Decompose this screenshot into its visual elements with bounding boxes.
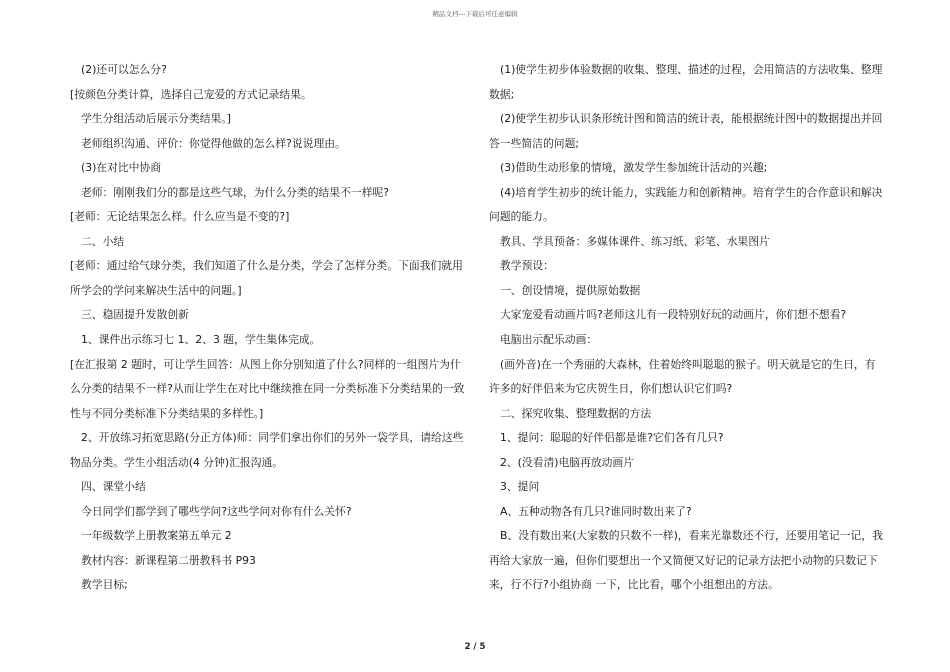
paragraph: A、五种动物各有几只?谁同时数出来了? <box>500 504 692 518</box>
section-heading: 二、探究收集、整理数据的方法 <box>500 406 652 420</box>
paragraph: 2、开放练习拓宽思路(分正方体)师：同学们拿出你们的另外一袋学具，请给这些物品分类。学生小组活动(4 分钟)汇报沟通。 <box>70 431 464 469</box>
right-column <box>489 58 884 598</box>
section-heading: 二、小结 <box>81 234 125 248</box>
page-number: 2 / 5 <box>464 642 486 652</box>
paragraph: (2)使学生初步认识条形统计图和简洁的统计表，能根据统计图中的数据提出并回答一些简洁的问题; <box>489 112 883 150</box>
paragraph: 2、(没看清)电脑再放动画片 <box>500 455 635 469</box>
page-header: 精品文档---下载后可任意编辑 <box>432 10 518 18</box>
paragraph: 老师：刚刚我们分的都是这些气球，为什么分类的结果不一样呢? <box>81 185 390 199</box>
paragraph: 1、提问：聪聪的好伴侣都是谁?它们各有几只? <box>500 431 724 445</box>
paragraph: 学生分组活动后展示分类结果。] <box>81 112 231 126</box>
paragraph: 教学目标; <box>81 578 128 592</box>
paragraph: (画外音)在一个秀丽的大森林，住着始终叫聪聪的猴子。明天就是它的生日，有许多的好伴侣来为它庆贺生日，你们想认识它们吗? <box>489 357 876 396</box>
section-heading: 三、稳固提升发散创新 <box>81 308 189 322</box>
paragraph: [老师：无论结果怎么样。什么应当是不变的?] <box>70 210 290 224</box>
section-heading: 一、创设情境，提供原始数据 <box>500 283 641 297</box>
paragraph: (3)借助生动形象的情境，激发学生参加统计活动的兴趣; <box>500 161 768 175</box>
paragraph: (3)在对比中协商 <box>81 161 162 175</box>
paragraph: [按颜色分类计算，选择自己宠爱的方式记录结果。 <box>70 87 312 101</box>
paragraph: 3、提问 <box>500 480 540 494</box>
paragraph: 教具、学具预备：多媒体课件、练习纸、彩笔、水果图片 <box>500 234 770 248</box>
section-heading: 四、课堂小结 <box>81 480 146 494</box>
paragraph: [老师：通过给气球分类，我们知道了什么是分类，学会了怎样分类。下面我们就用所学会的学问来解决生活中的问题。] <box>70 259 463 297</box>
paragraph: 1、课件出示练习七 1、2、3 题，学生集体完成。 <box>81 333 321 347</box>
paragraph: 今日同学们都学到了哪些学问?这些学问对你有什么关怀? <box>81 504 352 518</box>
paragraph: B、没有数出来(大家数的只数不一样)，看来光靠数还不行，还要用笔记一记，我再给大家放一遍，但你们要想出一个又简便又好记的记录方法把小动物的只数记下来，行不行?小组协商 一下，比比看，哪个小组想出的方法。 <box>489 529 883 592</box>
paragraph: 一年级数学上册教案第五单元 2 <box>81 529 232 543</box>
paragraph: 大家宠爱看动画片吗?老师这儿有一段特别好玩的动画片，你们想不想看? <box>500 308 847 322</box>
paragraph: 教材内容：新课程第二册教科书 P93 <box>81 553 256 567</box>
left-column <box>70 58 470 598</box>
paragraph: 电脑出示配乐动画： <box>500 333 598 347</box>
paragraph: (1)使学生初步体验数据的收集、整理、描述的过程，会用简洁的方法收集、整理数据; <box>489 63 883 101</box>
paragraph: 教学预设： <box>500 259 554 273</box>
paragraph: 老师组织沟通、评价：你觉得他做的怎么样?说说理由。 <box>81 136 346 150</box>
paragraph: (2)还可以怎么分? <box>81 63 167 76</box>
paragraph: [在汇报第 2 题时，可让学生回答：从图上你分别知道了什么?同样的一组图片为什么分类的结果不一样?从而让学生在对比中继续推在同一分类标准下分类结果的一致性与不同分类标准下分类结果的多样性。] <box>70 357 465 420</box>
paragraph: (4)培育学生初步的统计能力，实践能力和创新精神。培育学生的合作意识和解决问题的能力。 <box>489 185 883 224</box>
